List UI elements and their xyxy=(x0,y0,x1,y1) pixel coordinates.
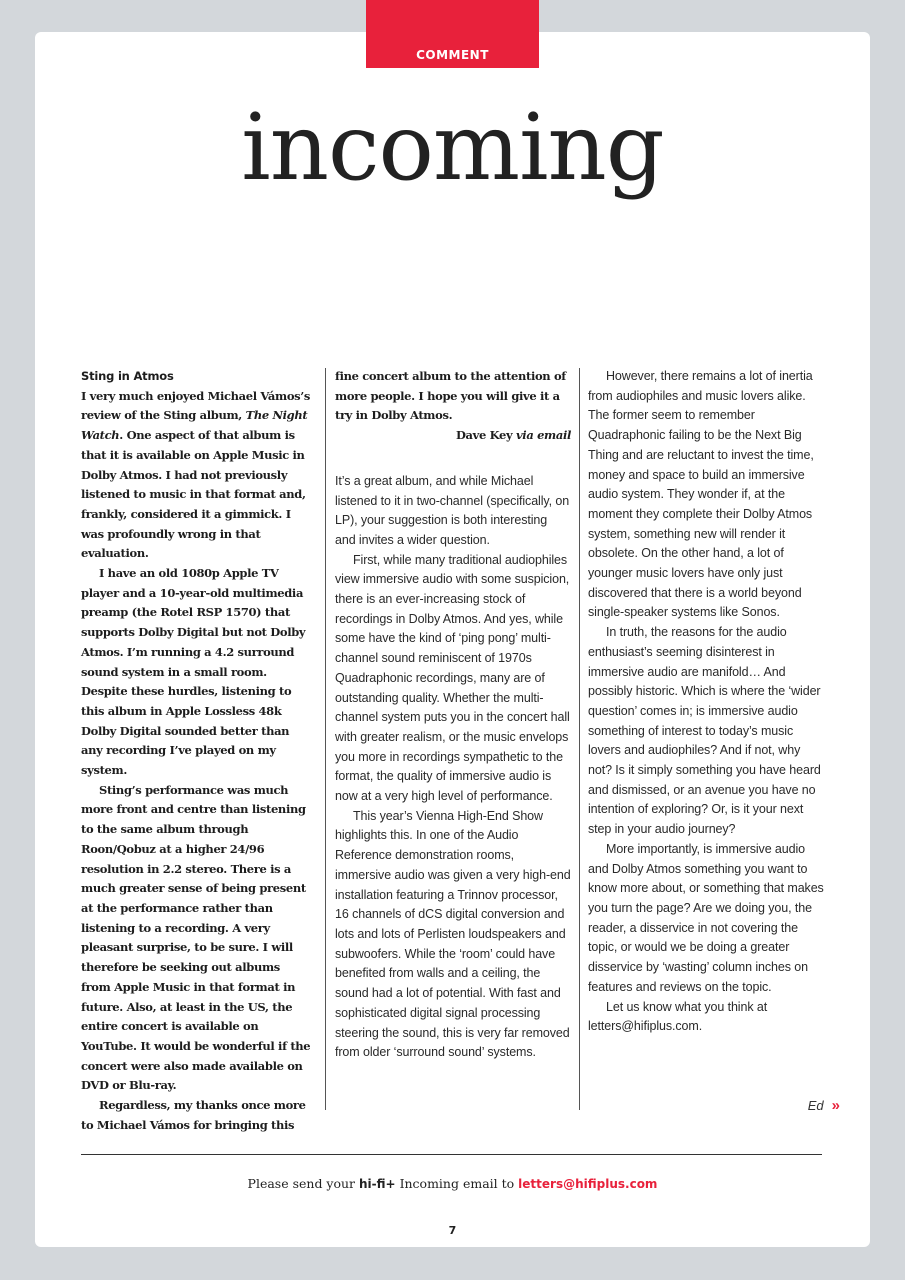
reply-column-1 xyxy=(335,367,571,1063)
column-divider xyxy=(579,368,580,1110)
email-link[interactable]: letters@hifiplus.com xyxy=(518,1177,658,1191)
album-title: The Night Watch xyxy=(81,408,308,443)
letter-paragraph: Sting’s performance was much more front and centre than listening to the same album through Roon/Qobuz at a higher 24/96 resolution in 2.2 stereo. There is a much greater sense of being present at the performance rather than listening to a recording. A very pleasant surprise, to be sure. I will therefore be seeking out albums from Apple Music in that format in future. Also, at least in the US, the entire concert is available on YouTube. It would be wonderful if the concert were also made available on DVD or Blu-ray. xyxy=(81,782,311,1093)
reply-column-2 xyxy=(588,367,824,1037)
page-number: 7 xyxy=(448,1224,457,1237)
letter-continuation: fine concert album to the attention of more people. I hope you will give it a try in Dolby Atmos. Dave Key via email xyxy=(335,367,571,446)
editor-reply xyxy=(335,472,571,1063)
reply-paragraph: First, while many traditional audiophiles view immersive audio with some suspicion, there is an ever-increasing stock of recordings in Dolby Atmos. And yes, while some have the kind of ‘ping pong’ multi-channel sound reminiscent of 1970s Quadraphonic recordings, many are of outstanding quality. Whether the multi-channel system puts you in the concert hall with greater realism, or the music envelops you more in recordings sympathetic to the format, the quality of immersive audio is now at a very high level of performance. xyxy=(335,552,570,804)
reply-paragraph: This year’s Vienna High-End Show highlights this. In one of the Audio Reference demonstration rooms, immersive audio was given a very high-end installation featuring a Trinnov processor, 16 channels of dCS digital conversion and lots and lots of Perlisten loudspeakers and subwoofers. While the ‘room’ could have benefited from walls and a ceiling, the sound had a lot of potential. With fast and sophisticated digital signal processing steering the sound, this is very far removed from older ‘surround sound’ systems. xyxy=(335,808,571,1060)
letter-paragraph: I very much enjoyed Michael Vámos’s review of the Sting album, The Night Watch. One aspect of that album is that it is available on Apple Music in Dolby Atmos. I had not previously listened to music in that format and, frankly, considered it a gimmick. I was profoundly wrong in that evaluation. xyxy=(81,388,311,561)
letter-column xyxy=(81,367,313,1135)
letter-signature: Dave Key via email xyxy=(455,428,571,443)
brand-name: hi-fi+ xyxy=(359,1177,396,1191)
reply-paragraph: More importantly, is immersive audio and Dolby Atmos something you want to know more about, or something that makes you turn the page? Are we doing you, the reader, a disservice in not covering the topic, or would we be doing a greater disservice by ‘wasting’ column inches on features and reviews on the topic. xyxy=(588,841,824,994)
footer-divider xyxy=(81,1154,822,1155)
editor-signoff: Ed » xyxy=(807,1097,840,1114)
reply-paragraph: However, there remains a lot of inertia from audiophiles and music lovers alike. The former seem to remember Quadraphonic failing to be the Next Big Thing and are reluctant to invest the time, money and space to build an immersive audio system. They wonder if, at the moment they complete their Dolby Atmos system, something new will render it obsolete. On the other hand, a lot of younger music lovers have only just discovered that there is a world beyond single-speaker systems like Sonos. xyxy=(588,369,814,620)
page-title: incoming xyxy=(241,94,664,201)
reply-paragraph: It’s a great album, and while Michael listened to it in two-channel (specifically, on LP), your suggestion is both interesting and invites a wider question. xyxy=(335,473,570,547)
letter-paragraph: Regardless, my thanks once more to Michael Vámos for bringing this xyxy=(81,1098,306,1132)
letter-heading: Sting in Atmos xyxy=(81,369,174,383)
column-divider xyxy=(325,368,326,1110)
chevron-right-icon: » xyxy=(831,1097,840,1114)
letter-paragraph: I have an old 1080p Apple TV player and a 10-year-old multimedia preamp (the Rotel RSP 1570) that supports Dolby Digital but not Dolby Atmos. I’m running a 4.2 surround sound system in a small room. Despite these hurdles, listening to this album in Apple Lossless 48k Dolby Digital sounded better than any recording I’ve played on my system. xyxy=(81,566,306,778)
section-tab: COMMENT xyxy=(366,0,539,68)
reply-paragraph: Let us know what you think at letters@hifiplus.com. xyxy=(588,999,768,1034)
footer-note: Please send your hi-fi+ Incoming email to letters@hifiplus.com xyxy=(247,1176,658,1191)
reply-paragraph: In truth, the reasons for the audio enthusiast’s seeming disinterest in immersive audio are manifold… And possibly historic. Which is where the ‘wider question’ comes in; is immersive audio something of interest to today’s music lovers and audiophiles? And if not, why not? Is it simply something you have heard and dismissed, or an avenue you have no intention of exploring? Or, is it your next step in your audio journey? xyxy=(588,625,821,837)
